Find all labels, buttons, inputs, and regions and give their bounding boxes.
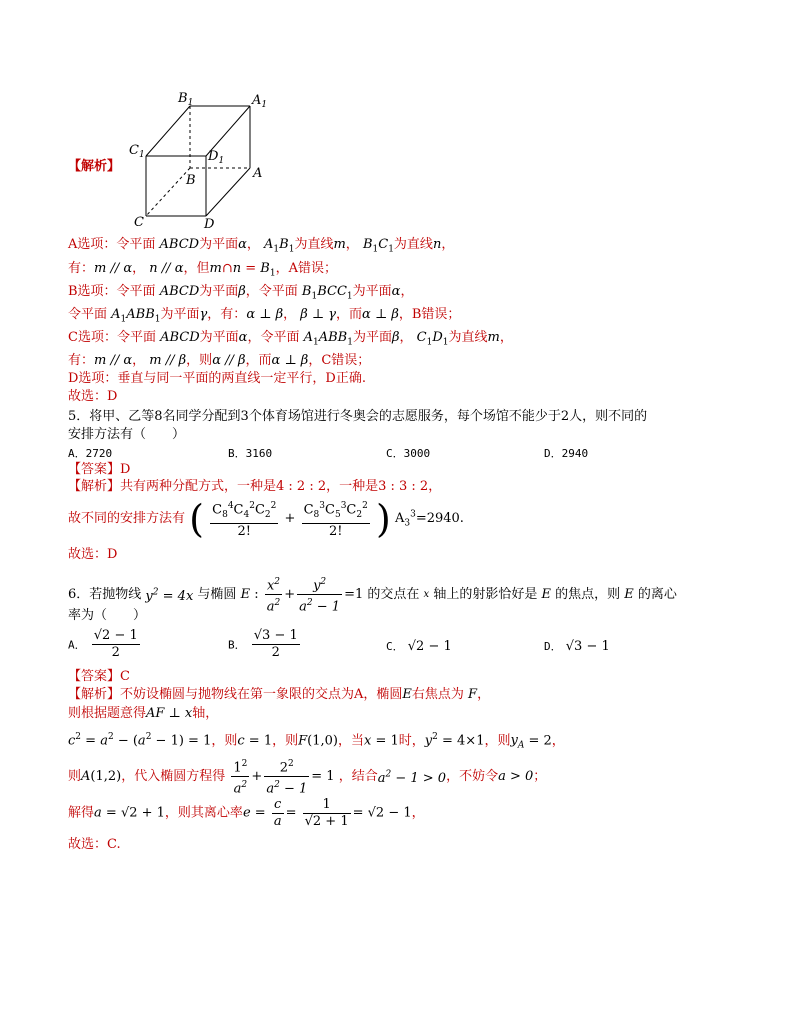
vertex-label-a: A bbox=[253, 166, 263, 181]
vertex-label-b: B bbox=[186, 173, 196, 188]
q6-stem-line1: 6．若抛物线 $y^2 = 4x$ 与椭圆 E : $\frac{x^2}{a^2}$ + $\frac{y^2}{a^2 - 1}$ =1 的交点在 x 轴上的射影恰好是 E 的焦点，则 E 的离心 bbox=[68, 574, 677, 616]
q6-jiexi-line1: 【解析】不妨设椭圆与抛物线在第一象限的交点为A，椭圆E右焦点为 F， bbox=[68, 687, 491, 702]
q5-stem-line1: 5．将甲、乙等8名同学分配到3个体育场馆进行冬奥会的志愿服务，每个场馆不能少于2人，则不同的 bbox=[68, 409, 648, 424]
q5-formula-suffix: =2940. bbox=[415, 510, 464, 526]
q6-option-c: C． √2 − 1 bbox=[386, 639, 452, 654]
q6-option-b: B． $\frac{√3 - 1}{2}$ bbox=[228, 628, 298, 660]
analysis-c-line2: 有：m // α， m // β，则α // β，而α ⊥ β，C错误； bbox=[68, 353, 371, 368]
vertex-label-a1: $A_1$ bbox=[252, 93, 268, 110]
q6-choose: 故选：C. bbox=[68, 837, 121, 852]
vertex-label-d1: $D_1$ bbox=[208, 149, 225, 166]
vertex-label-c1: $C_1$ bbox=[129, 143, 145, 160]
q6-jiexi-line4: 则A(1,2)，代入椭圆方程得 $\frac{1^2}{a^2}$ + $\frac{2^2}{a^2 - 1}$ = 1 ，结合$a^2 - 1 > 0$，不妨令a > 0； bbox=[68, 756, 546, 798]
analysis-c-line1: C选项：令平面 ABCD为平面α，令平面 $A_1ABB_1$为平面β， $C_1D_1$为直线m， bbox=[68, 330, 513, 348]
q6-option-a: A． $\frac{√2 - 1}{2}$ bbox=[68, 628, 138, 660]
q6-option-d: D． √3 − 1 bbox=[544, 639, 610, 654]
q6-jiexi-line2: 则根据题意得AF ⊥ x轴， bbox=[68, 706, 219, 721]
jiexi-label: 【解析】 bbox=[68, 159, 121, 174]
q6-stem-line2: 率为（ ） bbox=[68, 608, 147, 623]
vertex-label-c: C bbox=[134, 215, 144, 230]
vertex-label-b1: $B_1$ bbox=[178, 91, 194, 108]
analysis-b-line2: 令平面 $A_1ABB_1$为平面γ，有：α ⊥ β， β ⊥ γ，而α ⊥ β，B错误； bbox=[68, 307, 461, 325]
cube-figure bbox=[128, 88, 278, 233]
analysis-a-line2: 有：m // α， n // α，但m∩n = $B_1$，A错误； bbox=[68, 261, 337, 279]
q5-answer: 【答案】D bbox=[68, 462, 131, 477]
q5-option-c: C．3000 bbox=[386, 447, 431, 460]
q6-jiexi-line5: 解得a = √2 + 1，则其离心率e = $\frac{c}{a}$ = $\frac{1}{√2 + 1}$ = √2 − 1， bbox=[68, 797, 425, 829]
q6-answer: 【答案】C bbox=[68, 669, 130, 684]
q5-option-b: B．3160 bbox=[228, 447, 273, 460]
q5-formula: 故不同的安排方法有 ( $\frac{C_8^4C_4^2C_2^2}{2!}$ + $\frac{C_8^3C_5^3C_2^2}{2!}$ ) $A_3^3=2940$. bbox=[68, 496, 464, 541]
q6-jiexi-line3: $c^2 = a^2 - (a^2 - 1) = 1$，则c = 1，则F(1,0)，当x = 1时，$y^2 = 4\times 1$，则$y_A = 2$， bbox=[68, 732, 565, 751]
q5-option-d: D．2940 bbox=[544, 447, 589, 460]
analysis-a-line1: A选项：令平面 ABCD为平面α， $A_1B_1$为直线m， $B_1C_1$为直线n， bbox=[68, 237, 455, 255]
q5-choose: 故选：D bbox=[68, 547, 118, 562]
q5-jiexi: 【解析】共有两种分配方式，一种是4 : 2 : 2，一种是3 : 3 : 2， bbox=[68, 479, 442, 494]
q5-formula-prefix: 故不同的安排方法有 bbox=[68, 510, 186, 526]
analysis-b-line1: B选项：令平面 ABCD为平面β，令平面 $B_1BCC_1$为平面α， bbox=[68, 284, 414, 302]
q5-option-a: A．2720 bbox=[68, 447, 113, 460]
vertex-label-d: D bbox=[204, 217, 215, 232]
analysis-q4-choose: 故选：D bbox=[68, 389, 118, 404]
q5-stem-line2: 安排方法有（ ） bbox=[68, 427, 186, 442]
analysis-d-line1: D选项：垂直与同一平面的两直线一定平行，D正确. bbox=[68, 371, 366, 386]
